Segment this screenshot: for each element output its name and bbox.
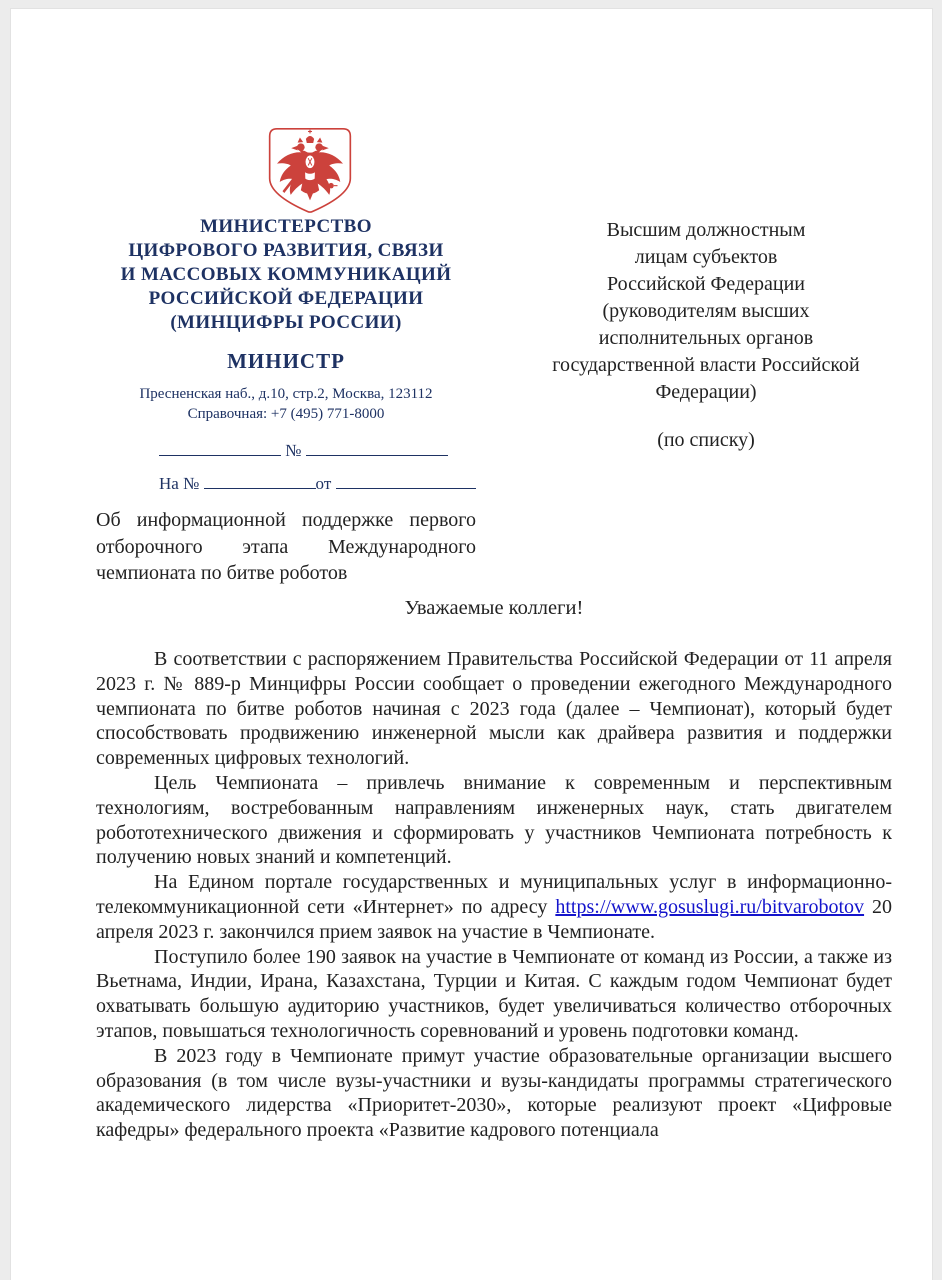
- number-sign: №: [285, 441, 302, 460]
- letterhead-block: [81, 215, 491, 424]
- body-paragraph: В соответствии с распоряжением Правительства Российской Федерации от 11 апреля 2023 г. № 889-р Минцифры России сообщает о проведении ежегодного Международного чемпионата по битве роботов начиная с 2023 года (далее – Чемпионат), который будет способствовать продвижению инженерной мысли как драйвера развития и поддержки современных цифровых технологий.: [96, 648, 892, 770]
- reply-prefix-label: На №: [159, 474, 200, 493]
- recipient-line: государственной власти Российской: [552, 354, 860, 376]
- ministry-name-line: (МИНЦИФРЫ РОССИИ): [170, 312, 402, 333]
- address-line-2: Справочная: +7 (495) 771-8000: [187, 406, 385, 422]
- subject-line: Об информационной поддержке первого отборочного этапа Международного чемпионата по битве роботов: [96, 509, 476, 584]
- date-blank-field: [159, 441, 281, 456]
- gosuslugi-link[interactable]: https://www.gosuslugi.ru/bitvarobotov: [555, 895, 865, 918]
- salutation: Уважаемые коллеги!: [404, 597, 584, 619]
- recipient-line: Высшим должностным: [606, 219, 806, 241]
- outgoing-number-line: [159, 434, 489, 467]
- body-paragraph: Поступило более 190 заявок на участие в Чемпионате от команд из России, а также из Вьетнама, Индии, Ирана, Казахстана, Турции и Китая. С каждым годом Чемпионат будет охватывать большую аудиторию участников, будет увеличиваться количество отборочных этапов, повышаться технологичность соревнований и уровень подготовки команд.: [96, 945, 892, 1042]
- recipient-line: (руководителям высших: [602, 300, 810, 322]
- reply-from-label: от: [315, 474, 332, 493]
- ministry-name-line: И МАССОВЫХ КОММУНИКАЦИЙ: [120, 264, 452, 285]
- recipient-line: Федерации): [655, 381, 757, 403]
- minister-title: МИНИСТР: [227, 349, 345, 373]
- russian-coat-of-arms-icon: [264, 127, 356, 215]
- reply-reference-line: [159, 467, 489, 500]
- letter-body: [96, 647, 892, 1143]
- reply-number-blank-field: [204, 474, 316, 489]
- letter-page: [10, 8, 933, 1280]
- recipient-line: Российской Федерации: [606, 273, 806, 295]
- ministry-name-line: МИНИСТЕРСТВО: [200, 216, 372, 237]
- address-line-1: Пресненская наб., д.10, стр.2, Москва, 123112: [139, 386, 433, 402]
- distribution-note: (по списку): [657, 429, 755, 451]
- body-paragraph-text: На Едином портале государственных и муниципальных услуг в информационно-телекоммуникационной сети «Интернет» по адресу: [96, 871, 892, 918]
- body-paragraph: Цель Чемпионата – привлечь внимание к современным и перспективным технологиям, востребованным направлениям инженерных наук, стать двигателем робототехнического движения и сформировать у участников Чемпионата потребность к получению новых знаний и компетенций.: [96, 771, 892, 869]
- ministry-name-line: ЦИФРОВОГО РАЗВИТИЯ, СВЯЗИ: [128, 240, 444, 261]
- body-paragraph-text: 20 апреля 2023 г. закончился прием заявок на участие в Чемпионате.: [96, 895, 893, 943]
- number-blank-field: [306, 441, 448, 456]
- recipient-line: исполнительных органов: [598, 327, 814, 349]
- reply-date-blank-field: [336, 474, 476, 489]
- recipient-line: лицам субъектов: [634, 246, 778, 268]
- body-paragraph: [96, 870, 892, 944]
- recipient-block: [511, 217, 901, 454]
- ministry-name-line: РОССИЙСКОЙ ФЕДЕРАЦИИ: [148, 288, 424, 309]
- body-paragraph: В 2023 году в Чемпионате примут участие образовательные организации высшего образования (в том числе вузы-участники и вузы-кандидаты программы стратегического академического лидерства «Приоритет-2030», которые реализуют проект «Цифровые кафедры» федерального проекта «Развитие кадрового потенциала: [96, 1044, 892, 1142]
- reference-lines: [159, 434, 489, 500]
